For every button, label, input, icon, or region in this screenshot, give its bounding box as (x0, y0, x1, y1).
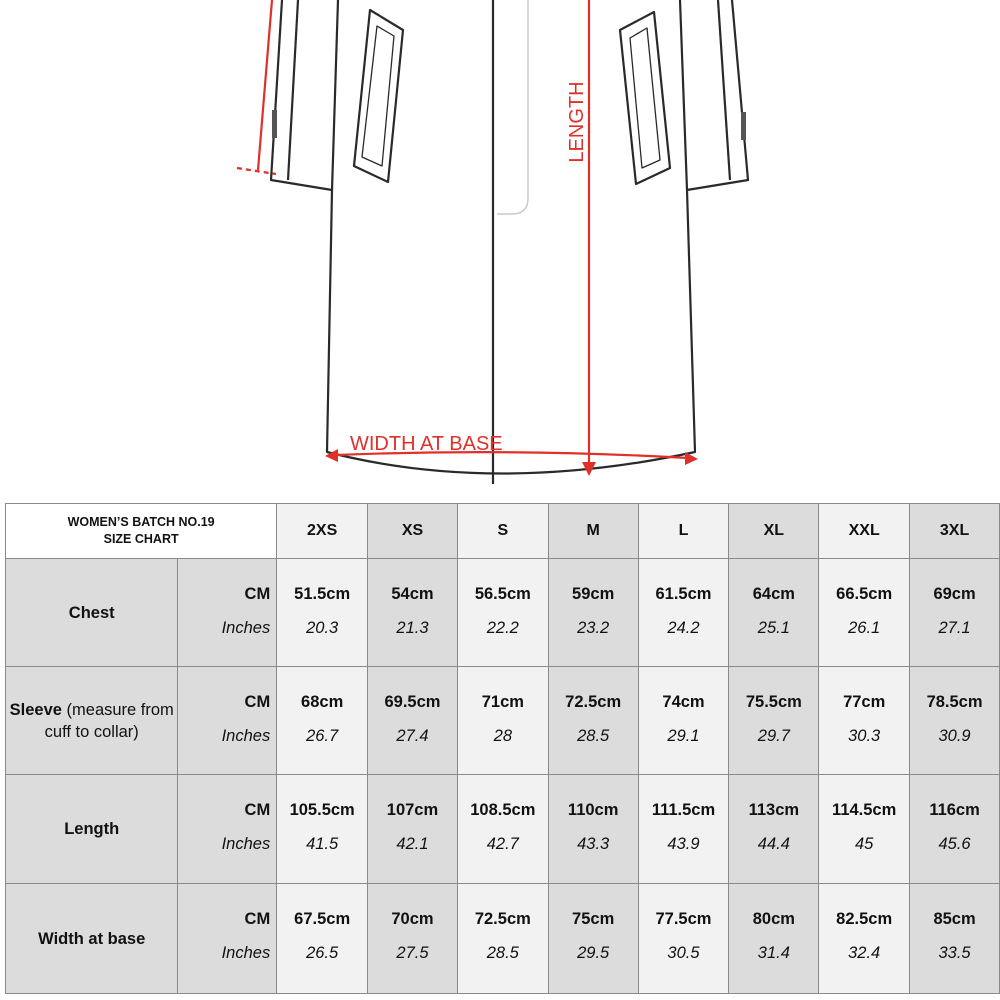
cm-value: 69.5cm (384, 693, 441, 711)
inches-value: 26.7 (306, 727, 339, 745)
value-cell (638, 667, 729, 775)
value-cell (910, 667, 1000, 775)
row-label (6, 775, 178, 884)
inches-value: 45 (854, 835, 874, 853)
value-cell (277, 775, 368, 884)
value-cell (729, 667, 819, 775)
inches-value: 43.3 (577, 835, 610, 853)
inches-value: 23.2 (577, 619, 610, 637)
table-title-line1: WOMEN’S BATCH NO.19 (67, 515, 215, 529)
value-cell (638, 884, 729, 994)
value-cell (548, 775, 638, 884)
row-label-main: Length (64, 820, 120, 838)
value-cell (548, 559, 638, 667)
inches-value: 32.4 (848, 944, 881, 962)
cm-value: 110cm (567, 801, 619, 819)
value-cell (457, 559, 548, 667)
measurement-row (6, 884, 1000, 994)
cm-value: 70cm (391, 910, 434, 928)
size-header-3xl: 3XL (910, 504, 1000, 559)
cm-value: 66.5cm (836, 585, 893, 603)
cm-value: 105.5cm (289, 801, 355, 819)
value-cell (819, 559, 910, 667)
value-cell (548, 667, 638, 775)
inches-value: 26.5 (306, 944, 339, 962)
unit-cm-label: CM (244, 801, 271, 819)
inches-value: 20.3 (306, 619, 339, 637)
table-title-line2: SIZE CHART (103, 532, 179, 546)
length-label: LENGTH (566, 81, 588, 163)
size-header-l: L (638, 504, 729, 559)
measurement-row (6, 775, 1000, 884)
size-header-m: M (548, 504, 638, 559)
inches-value: 26.1 (848, 619, 881, 637)
cm-value: 61.5cm (655, 585, 712, 603)
row-label (6, 559, 178, 667)
cm-value: 80cm (752, 910, 795, 928)
value-cell (457, 775, 548, 884)
cm-value: 71cm (481, 693, 524, 711)
unit-inches-label: Inches (221, 835, 271, 853)
inches-value: 22.2 (486, 619, 519, 637)
measurement-row (6, 559, 1000, 667)
inches-value: 33.5 (938, 944, 971, 962)
size-header-xl: XL (729, 504, 819, 559)
inches-value: 25.1 (757, 619, 790, 637)
inches-value: 42.7 (486, 835, 519, 853)
value-cell (277, 559, 368, 667)
inches-value: 41.5 (306, 835, 339, 853)
row-label (6, 667, 178, 775)
unit-inches-label: Inches (221, 727, 271, 745)
size-chart-table (5, 503, 1000, 994)
inches-value: 31.4 (757, 944, 790, 962)
measurement-row (6, 667, 1000, 775)
value-cell (910, 884, 1000, 994)
unit-cm-label: CM (244, 585, 271, 603)
cm-value: 56.5cm (474, 585, 531, 603)
inches-value: 44.4 (757, 835, 790, 853)
inches-value: 28.5 (486, 944, 519, 962)
inches-value: 28 (493, 727, 512, 745)
value-cell (819, 884, 910, 994)
length-arrow (582, 0, 596, 476)
row-label-main: Width at base (38, 929, 146, 948)
inches-value: 21.3 (396, 619, 429, 637)
cm-value: 59cm (572, 585, 615, 603)
cm-value: 75.5cm (745, 693, 802, 711)
value-cell (457, 884, 548, 994)
value-cell (277, 667, 368, 775)
inches-value: 30.5 (667, 944, 700, 962)
row-label-main: Sleeve (9, 700, 62, 719)
cm-value: 67.5cm (294, 910, 351, 928)
row-label-note: (measure from cuff to collar) (44, 700, 174, 741)
cm-value: 116cm (929, 801, 980, 819)
unit-cm-label: CM (244, 693, 271, 711)
cm-value: 111.5cm (651, 801, 716, 819)
unit-cell (178, 884, 277, 994)
value-cell (729, 884, 819, 994)
cm-value: 113cm (748, 801, 800, 819)
value-cell (368, 775, 458, 884)
value-cell (819, 667, 910, 775)
inches-value: 43.9 (667, 835, 700, 853)
unit-inches-label: Inches (221, 619, 271, 637)
unit-cell (178, 775, 277, 884)
value-cell (729, 775, 819, 884)
cm-value: 54cm (391, 585, 434, 603)
size-header-s: S (457, 504, 548, 559)
inches-value: 45.6 (938, 835, 971, 853)
width-at-base-label: WIDTH AT BASE (350, 433, 503, 455)
inches-value: 42.1 (396, 835, 429, 853)
unit-inches-label: Inches (221, 944, 271, 962)
value-cell (638, 559, 729, 667)
value-cell (368, 667, 458, 775)
inches-value: 27.1 (938, 619, 971, 637)
sleeve-measure-line (237, 0, 276, 174)
cm-value: 85cm (933, 910, 976, 928)
inches-value: 24.2 (667, 619, 700, 637)
inches-value: 29.1 (667, 727, 700, 745)
cm-value: 72.5cm (474, 910, 531, 928)
unit-cell (178, 559, 277, 667)
cm-value: 75cm (572, 910, 615, 928)
header-row (6, 504, 1000, 559)
inches-value: 27.4 (396, 727, 429, 745)
size-header-2xs: 2XS (277, 504, 368, 559)
cm-value: 72.5cm (565, 693, 622, 711)
inches-value: 27.5 (396, 944, 429, 962)
unit-cell (178, 667, 277, 775)
row-label (6, 884, 178, 994)
cm-value: 68cm (301, 693, 344, 711)
cm-value: 108.5cm (470, 801, 536, 819)
table-title (6, 504, 277, 559)
cm-value: 64cm (752, 585, 795, 603)
coat-outline (271, 0, 748, 484)
inches-value: 30.3 (848, 727, 881, 745)
cm-value: 77.5cm (655, 910, 712, 928)
cm-value: 114.5cm (832, 801, 897, 819)
row-label-main: Chest (68, 603, 115, 622)
unit-cm-label: CM (244, 910, 271, 928)
cm-value: 77cm (843, 693, 886, 711)
cm-value: 69cm (933, 585, 976, 603)
inches-value: 28.5 (577, 727, 610, 745)
cm-value: 107cm (386, 801, 439, 819)
cm-value: 78.5cm (926, 693, 983, 711)
value-cell (277, 884, 368, 994)
cm-value: 74cm (662, 693, 705, 711)
value-cell (638, 775, 729, 884)
value-cell (910, 559, 1000, 667)
value-cell (368, 884, 458, 994)
value-cell (457, 667, 548, 775)
cm-value: 82.5cm (836, 910, 893, 928)
value-cell (819, 775, 910, 884)
value-cell (729, 559, 819, 667)
value-cell (548, 884, 638, 994)
size-header-xxl: XXL (819, 504, 910, 559)
inches-value: 29.5 (577, 944, 610, 962)
size-header-xs: XS (368, 504, 458, 559)
inches-value: 29.7 (757, 727, 790, 745)
cm-value: 51.5cm (294, 585, 351, 603)
value-cell (910, 775, 1000, 884)
inches-value: 30.9 (938, 727, 971, 745)
value-cell (368, 559, 458, 667)
